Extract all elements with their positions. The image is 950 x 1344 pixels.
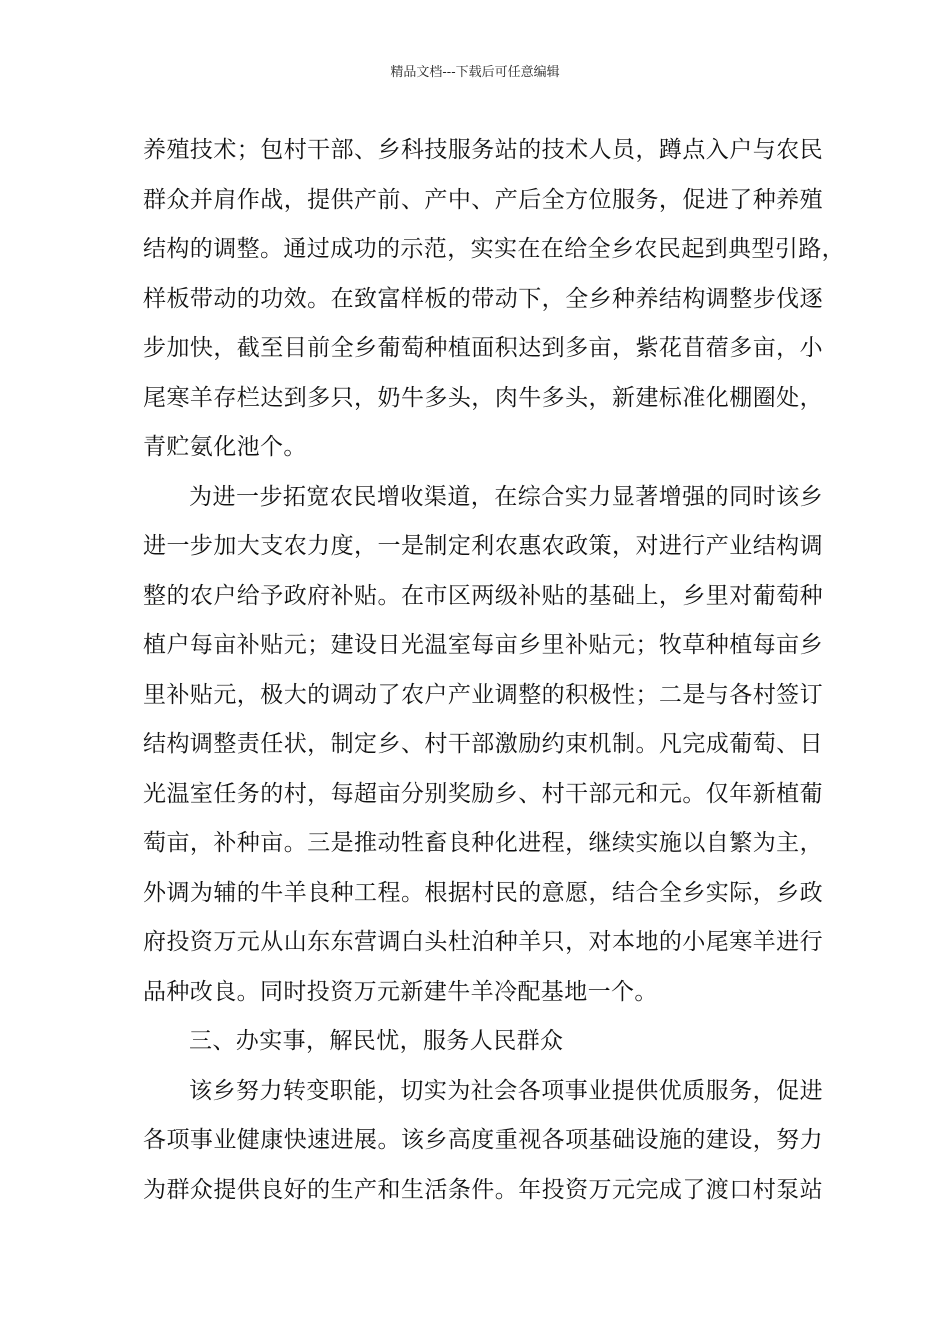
section-heading: 三、办实事，解民忧，服务人民群众 — [189, 1028, 564, 1054]
text-line: 各项事业健康快速进展。该乡高度重视各项基础设施的建设，努力 — [143, 1127, 823, 1153]
text-line: 样板带动的功效。在致富样板的带动下，全乡种养结构调整步伐逐 — [143, 285, 823, 312]
text-line: 青贮氨化池个。 — [143, 434, 307, 460]
text-line: 养殖技术；包村干部、乡科技服务站的技术人员，蹲点入户与农民 — [143, 137, 823, 163]
text-line: 植户每亩补贴元；建设日光温室每亩乡里补贴元；牧草种植每亩乡 — [143, 632, 823, 658]
text-line: 府投资万元从山东东营调白头杜泊种羊只，对本地的小尾寒羊进行 — [143, 929, 823, 955]
text-line: 结构调整责任状，制定乡、村干部激励约束机制。凡完成葡萄、日 — [143, 731, 823, 757]
text-line: 步加快，截至目前全乡葡萄种植面积达到多亩，紫花苜蓿多亩，小 — [143, 335, 823, 361]
text-line: 萄亩，补种亩。三是推动牲畜良种化进程，继续实施以自繁为主， — [143, 830, 823, 856]
text-line: 整的农户给予政府补贴。在市区两级补贴的基础上，乡里对葡萄种 — [143, 582, 823, 609]
text-line: 结构的调整。通过成功的示范，实实在在给全乡农民起到典型引路， — [143, 236, 845, 262]
text-line: 进一步加大支农力度，一是制定利农惠农政策，对进行产业结构调 — [143, 533, 823, 559]
text-line: 光温室任务的村，每超亩分别奖励乡、村干部元和元。仅年新植葡 — [143, 780, 823, 807]
text-line: 为群众提供良好的生产和生活条件。年投资万元完成了渡口村泵站 — [143, 1176, 823, 1203]
text-line: 群众并肩作战，提供产前、产中、产后全方位服务，促进了种养殖 — [143, 186, 823, 213]
document-body — [143, 126, 845, 1215]
paragraph-first-line: 该乡努力转变职能，切实为社会各项事业提供优质服务，促进 — [189, 1077, 823, 1104]
paragraph-first-line: 为进一步拓宽农民增收渠道，在综合实力显著增强的同时该乡 — [189, 483, 823, 510]
text-line: 尾寒羊存栏达到多只，奶牛多头，肉牛多头，新建标准化棚圈处， — [143, 384, 823, 411]
text-line: 外调为辅的牛羊良种工程。根据村民的意愿，结合全乡实际，乡政 — [143, 879, 823, 906]
page-header: 精品文档---下载后可任意编辑 — [390, 65, 560, 80]
text-line: 品种改良。同时投资万元新建牛羊冷配基地一个。 — [143, 978, 658, 1005]
text-line: 里补贴元，极大的调动了农户产业调整的积极性；二是与各村签订 — [143, 681, 823, 708]
